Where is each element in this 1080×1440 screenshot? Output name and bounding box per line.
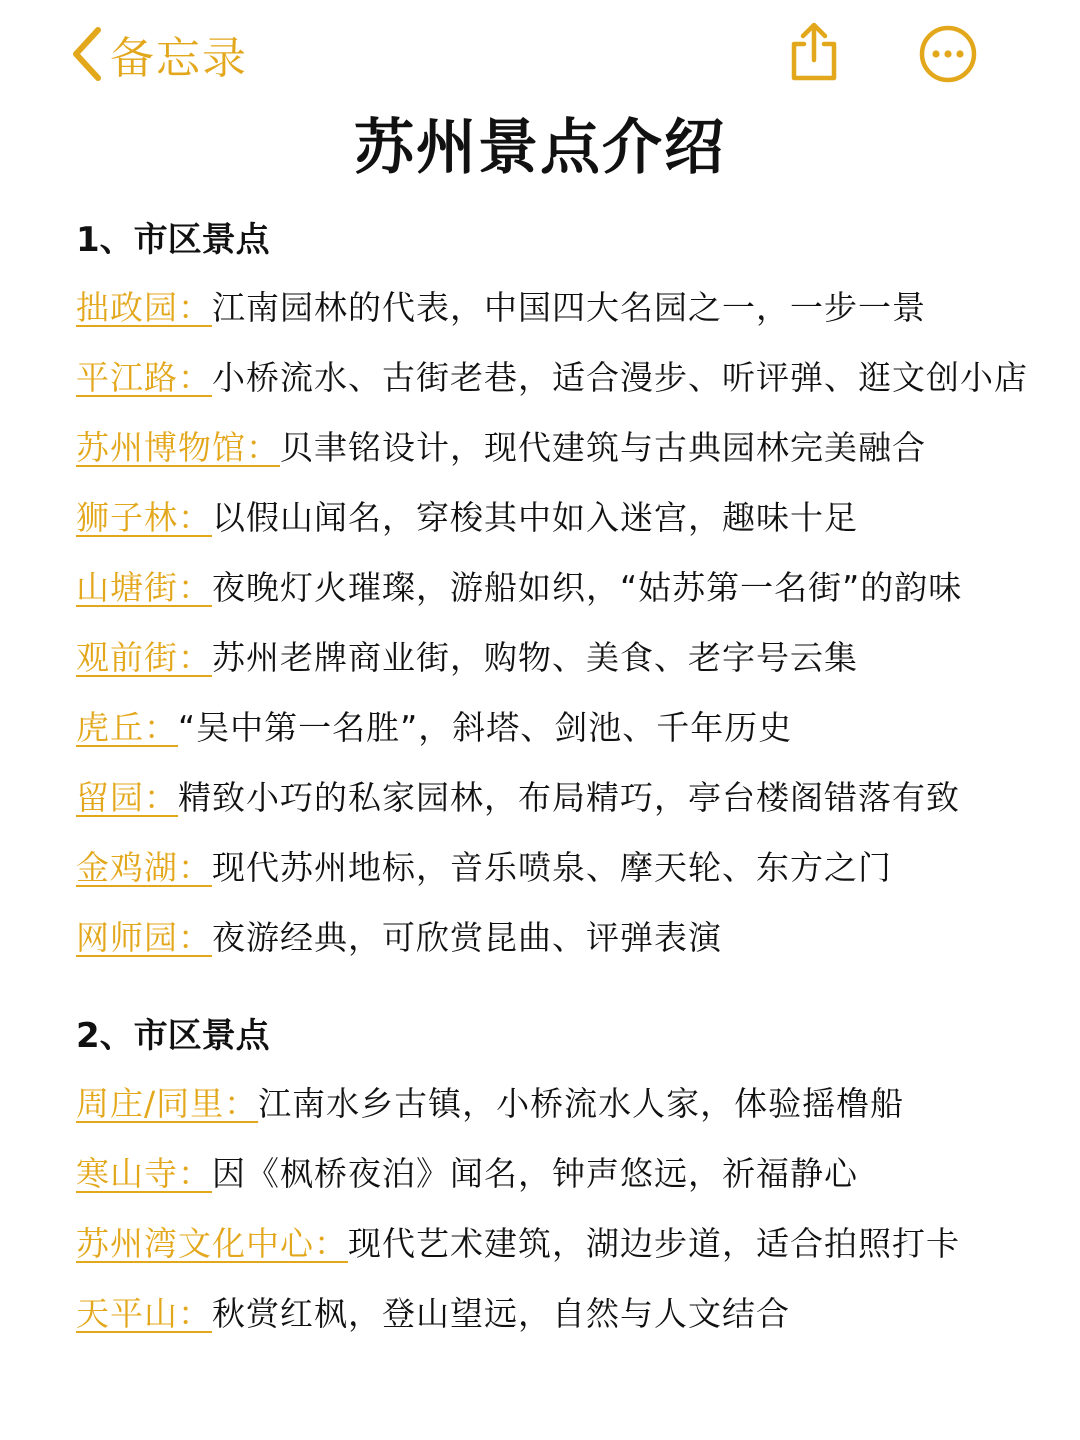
attraction-description: 夜游经典，可欣赏昆曲、评弹表演 bbox=[212, 918, 722, 957]
attraction-link[interactable]: 苏州博物馆： bbox=[76, 428, 280, 467]
list-item bbox=[76, 556, 1066, 626]
list-item bbox=[76, 1212, 1066, 1282]
list-item bbox=[76, 1142, 1066, 1212]
attraction-link[interactable]: 留园： bbox=[76, 778, 178, 817]
list-item bbox=[76, 626, 1066, 696]
attraction-description: 以假山闻名，穿梭其中如入迷宫，趣味十足 bbox=[212, 498, 858, 537]
attraction-description: 江南水乡古镇，小桥流水人家，体验摇橹船 bbox=[258, 1084, 905, 1123]
attraction-description: 夜晚灯火璀璨，游船如织，“姑苏第一名街”的韵味 bbox=[212, 568, 963, 607]
attraction-link[interactable]: 天平山： bbox=[76, 1294, 212, 1333]
list-item bbox=[76, 836, 1066, 906]
list-item bbox=[76, 486, 1066, 556]
more-icon bbox=[918, 24, 978, 84]
list-item bbox=[76, 416, 1066, 486]
attraction-link[interactable]: 苏州湾文化中心： bbox=[76, 1224, 348, 1263]
attraction-list bbox=[76, 1072, 1066, 1352]
section-suburban-attractions bbox=[76, 1008, 1066, 1352]
list-item bbox=[76, 696, 1066, 766]
attraction-link[interactable]: 寒山寺： bbox=[76, 1154, 212, 1193]
list-item bbox=[76, 766, 1066, 836]
section-heading: 1、市区景点 bbox=[76, 220, 270, 260]
section-urban-attractions bbox=[76, 212, 1066, 976]
list-item bbox=[76, 1072, 1066, 1142]
attraction-description: 贝聿铭设计，现代建筑与古典园林完美融合 bbox=[280, 428, 926, 467]
attraction-description: 小桥流水、古街老巷，适合漫步、听评弹、逛文创小店 bbox=[212, 358, 1028, 397]
attraction-list bbox=[76, 276, 1066, 976]
attraction-description: “吴中第一名胜”，斜塔、剑池、千年历史 bbox=[178, 708, 793, 747]
attraction-link[interactable]: 狮子林： bbox=[76, 498, 212, 537]
chevron-left-icon bbox=[70, 26, 104, 82]
section-heading: 2、市区景点 bbox=[76, 1016, 270, 1056]
more-button[interactable] bbox=[918, 24, 978, 84]
attraction-description: 现代苏州地标，音乐喷泉、摩天轮、东方之门 bbox=[212, 848, 892, 887]
list-item bbox=[76, 346, 1066, 416]
list-item bbox=[76, 906, 1066, 976]
note-title: 苏州景点介绍 bbox=[354, 113, 726, 183]
list-item bbox=[76, 1282, 1066, 1352]
share-button[interactable] bbox=[786, 22, 842, 84]
attraction-description: 江南园林的代表，中国四大名园之一，一步一景 bbox=[212, 288, 926, 327]
attraction-link[interactable]: 虎丘： bbox=[76, 708, 178, 747]
attraction-link[interactable]: 金鸡湖： bbox=[76, 848, 212, 887]
back-label: 备忘录 bbox=[110, 33, 248, 84]
attraction-link[interactable]: 平江路： bbox=[76, 358, 212, 397]
attraction-link[interactable]: 网师园： bbox=[76, 918, 212, 957]
back-button[interactable] bbox=[70, 22, 248, 86]
attraction-description: 精致小巧的私家园林，布局精巧，亭台楼阁错落有致 bbox=[178, 778, 960, 817]
attraction-link[interactable]: 山塘街： bbox=[76, 568, 212, 607]
attraction-link[interactable]: 拙政园： bbox=[76, 288, 212, 327]
attraction-link[interactable]: 观前街： bbox=[76, 638, 212, 677]
navigation-bar bbox=[0, 0, 1080, 110]
attraction-description: 因《枫桥夜泊》闻名，钟声悠远，祈福静心 bbox=[212, 1154, 858, 1193]
attraction-description: 秋赏红枫，登山望远，自然与人文结合 bbox=[212, 1294, 790, 1333]
list-item bbox=[76, 276, 1066, 346]
share-icon bbox=[786, 22, 842, 84]
attraction-description: 现代艺术建筑，湖边步道，适合拍照打卡 bbox=[348, 1224, 960, 1263]
attraction-link[interactable]: 周庄/同里： bbox=[76, 1084, 259, 1123]
attraction-description: 苏州老牌商业街，购物、美食、老字号云集 bbox=[212, 638, 858, 677]
